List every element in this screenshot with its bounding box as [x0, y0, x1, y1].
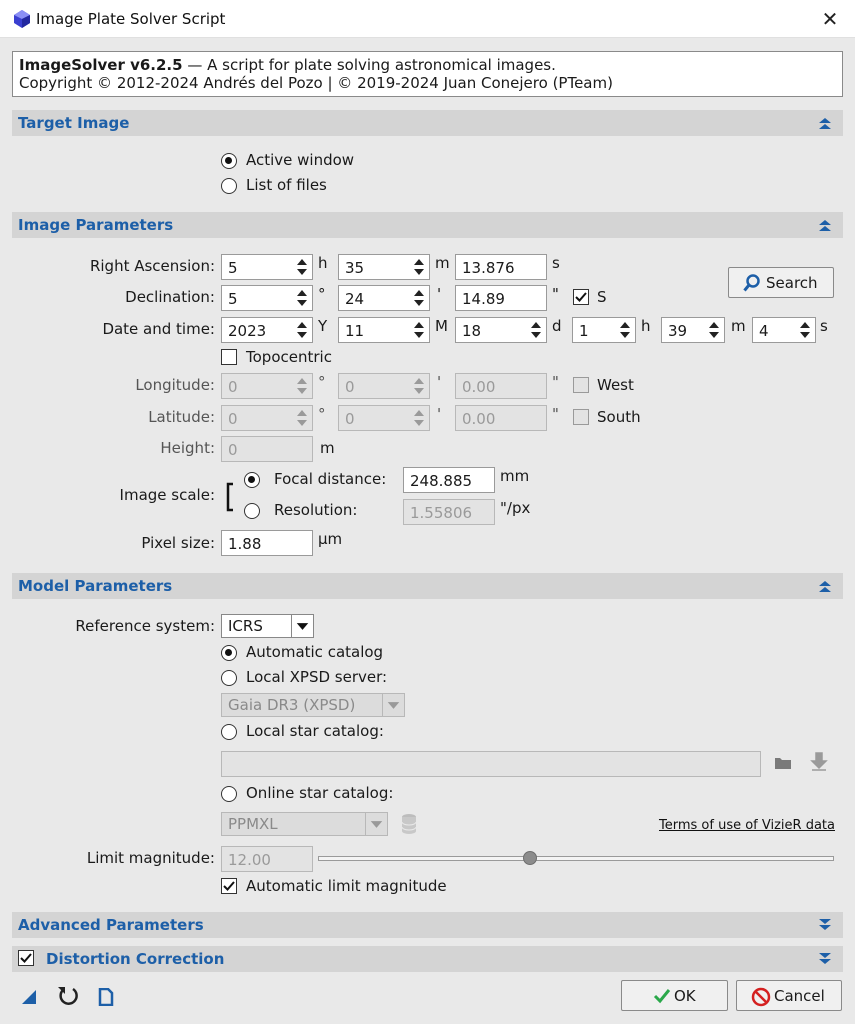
longitude-degrees-value: 0 [228, 378, 238, 396]
spin-arrows-icon[interactable] [293, 375, 311, 397]
height-field[interactable] [221, 436, 313, 462]
day-unit: d [552, 317, 562, 335]
section-advanced-parameters[interactable] [12, 912, 843, 938]
ra-hours-unit: h [318, 254, 328, 272]
local-xpsd-radio[interactable] [221, 670, 237, 686]
reset-icon[interactable] [56, 984, 80, 1008]
distortion-correction-checkbox[interactable] [18, 950, 34, 966]
day-spinbox[interactable] [455, 317, 547, 343]
search-button-label: Search [766, 274, 818, 292]
south-label[interactable]: South [597, 408, 641, 426]
ra-hours-value: 5 [228, 259, 238, 277]
limit-magnitude-label: Limit magnitude: [86, 849, 215, 867]
limit-magnitude-value: 12.00 [228, 851, 271, 869]
list-of-files-label[interactable]: List of files [246, 176, 327, 194]
collapse-icon[interactable] [817, 578, 833, 594]
latitude-minutes-unit: ' [437, 405, 442, 423]
active-window-radio[interactable] [221, 153, 237, 169]
topocentric-checkbox[interactable] [221, 349, 237, 365]
focal-distance-unit: mm [500, 467, 530, 485]
section-title: Image Parameters [18, 216, 174, 234]
ok-button-label: OK [674, 987, 696, 1005]
month-spinbox[interactable] [338, 317, 430, 343]
ra-seconds-value: 13.876 [462, 259, 515, 277]
automatic-limit-label[interactable]: Automatic limit magnitude [246, 877, 447, 895]
cancel-icon [751, 987, 771, 1007]
latitude-seconds-field[interactable] [455, 405, 547, 431]
local-catalog-path-field[interactable] [221, 751, 761, 777]
ok-button[interactable] [621, 980, 728, 1011]
spin-arrows-icon[interactable] [410, 287, 428, 309]
limit-magnitude-slider[interactable] [318, 856, 834, 861]
dec-minutes-unit: ' [437, 285, 442, 303]
list-of-files-radio[interactable] [221, 178, 237, 194]
chevron-down-icon [365, 813, 387, 835]
hour-spinbox[interactable] [572, 317, 636, 343]
dec-south-label[interactable]: S [597, 288, 607, 306]
script-info-box [12, 51, 843, 97]
automatic-catalog-radio[interactable] [221, 645, 237, 661]
automatic-limit-checkbox[interactable] [221, 878, 237, 894]
longitude-seconds-field[interactable] [455, 373, 547, 399]
minute-value: 39 [668, 322, 688, 340]
ra-label: Right Ascension: [89, 257, 215, 275]
window-title: Image Plate Solver Script [36, 10, 226, 28]
section-image-parameters[interactable] [12, 212, 843, 238]
ra-minutes-value: 35 [345, 259, 365, 277]
month-unit: M [435, 317, 448, 335]
latitude-seconds-value: 0.00 [462, 410, 496, 428]
focal-distance-label[interactable]: Focal distance: [274, 470, 387, 488]
search-icon [743, 274, 761, 293]
reference-system-label: Reference system: [75, 617, 215, 635]
resolution-label[interactable]: Resolution: [274, 501, 358, 519]
app-logo-icon [12, 9, 32, 29]
collapse-icon[interactable] [817, 217, 833, 233]
slider-handle[interactable] [523, 851, 537, 865]
second-spinbox[interactable] [752, 317, 816, 343]
height-unit: m [320, 439, 335, 457]
local-star-catalog-label[interactable]: Local star catalog: [246, 722, 384, 740]
height-label: Height: [160, 439, 215, 457]
automatic-catalog-label[interactable]: Automatic catalog [246, 643, 384, 661]
latitude-degrees-unit: ° [318, 405, 326, 423]
dec-seconds-unit: " [552, 285, 559, 303]
dec-degrees-spinbox[interactable] [221, 285, 313, 311]
pixel-size-field[interactable] [221, 530, 313, 556]
resolution-value: 1.55806 [410, 504, 473, 522]
day-value: 18 [462, 322, 482, 340]
local-star-catalog-radio[interactable] [221, 724, 237, 740]
new-instance-icon[interactable] [20, 988, 38, 1006]
west-label[interactable]: West [597, 376, 634, 394]
spin-arrows-icon[interactable] [410, 319, 428, 341]
expand-icon[interactable] [817, 917, 833, 933]
database-icon[interactable] [400, 813, 418, 835]
spin-arrows-icon[interactable] [616, 319, 634, 341]
vizier-terms-link[interactable]: Terms of use of VizieR data [659, 818, 835, 833]
spin-arrows-icon[interactable] [796, 319, 814, 341]
dec-degrees-unit: ° [318, 285, 326, 303]
section-distortion-correction[interactable] [12, 946, 843, 972]
dec-degrees-value: 5 [228, 290, 238, 308]
checkmark-icon [574, 290, 588, 304]
image-scale-label: Image scale: [119, 486, 215, 504]
month-value: 11 [345, 322, 365, 340]
dec-label: Declination: [125, 288, 215, 306]
ra-seconds-field[interactable] [455, 254, 547, 280]
online-catalog-value: PPMXL [228, 815, 278, 833]
section-title: Target Image [18, 114, 130, 132]
expand-icon[interactable] [817, 951, 833, 967]
cancel-button-label: Cancel [774, 987, 825, 1005]
documentation-icon[interactable] [98, 988, 114, 1006]
longitude-minutes-unit: ' [437, 373, 442, 391]
latitude-minutes-value: 0 [345, 410, 355, 428]
section-title: Distortion Correction [46, 950, 225, 968]
spin-arrows-icon[interactable] [410, 407, 428, 429]
longitude-seconds-value: 0.00 [462, 378, 496, 396]
longitude-label: Longitude: [135, 376, 215, 394]
spin-arrows-icon[interactable] [293, 287, 311, 309]
datetime-label: Date and time: [102, 320, 215, 338]
checkmark-icon [653, 988, 671, 1004]
collapse-icon[interactable] [817, 115, 833, 131]
section-model-parameters[interactable] [12, 573, 843, 599]
resolution-field[interactable] [403, 499, 495, 525]
ra-seconds-unit: s [552, 254, 560, 272]
longitude-degrees-unit: ° [318, 373, 326, 391]
pixel-size-label: Pixel size: [141, 534, 215, 552]
limit-magnitude-field[interactable] [221, 846, 313, 872]
year-unit: Y [318, 317, 328, 335]
script-description: — A script for plate solving astronomical images. [182, 56, 556, 74]
script-name-version: ImageSolver v6.2.5 [19, 56, 183, 74]
local-xpsd-label[interactable]: Local XPSD server: [246, 668, 388, 686]
download-icon[interactable] [810, 752, 828, 772]
focal-distance-field[interactable] [403, 467, 495, 493]
resolution-radio[interactable] [244, 503, 260, 519]
chevron-down-icon [382, 694, 404, 716]
section-title: Advanced Parameters [18, 916, 204, 934]
xpsd-server-value: Gaia DR3 (XPSD) [228, 696, 356, 714]
dec-seconds-field[interactable] [455, 285, 547, 311]
script-copyright: Copyright © 2012-2024 Andrés del Pozo | © 2019-2024 Juan Conejero (PTeam) [19, 74, 613, 92]
checkmark-icon [19, 951, 33, 965]
online-star-catalog-label[interactable]: Online star catalog: [246, 784, 394, 802]
ra-minutes-unit: m [435, 254, 450, 272]
minute-unit: m [731, 317, 746, 335]
close-button[interactable]: ✕ [821, 7, 839, 31]
resolution-unit: "/px [500, 499, 531, 517]
pixel-size-unit: µm [318, 530, 343, 548]
longitude-degrees-spinbox[interactable] [221, 373, 313, 399]
south-checkbox[interactable] [573, 409, 589, 425]
spin-arrows-icon[interactable] [293, 256, 311, 278]
focal-distance-radio[interactable] [244, 472, 260, 488]
dec-seconds-value: 14.89 [462, 290, 505, 308]
latitude-degrees-value: 0 [228, 410, 238, 428]
spin-arrows-icon[interactable] [293, 407, 311, 429]
spin-arrows-icon[interactable] [410, 375, 428, 397]
topocentric-label[interactable]: Topocentric [246, 348, 332, 366]
search-button[interactable] [728, 267, 834, 298]
spin-arrows-icon[interactable] [410, 256, 428, 278]
section-target-image[interactable] [12, 110, 843, 136]
year-spinbox[interactable] [221, 317, 313, 343]
focal-distance-value: 248.885 [410, 472, 473, 490]
online-star-catalog-radio[interactable] [221, 786, 237, 802]
reference-system-value: ICRS [228, 617, 263, 635]
bracket-icon [225, 482, 235, 512]
latitude-label: Latitude: [148, 408, 215, 426]
hour-value: 1 [579, 322, 589, 340]
latitude-degrees-spinbox[interactable] [221, 405, 313, 431]
online-catalog-select[interactable] [221, 812, 388, 836]
dec-minutes-value: 24 [345, 290, 365, 308]
ra-minutes-spinbox[interactable] [338, 254, 430, 280]
chevron-down-icon [291, 615, 313, 637]
year-value: 2023 [228, 322, 267, 340]
longitude-seconds-unit: " [552, 373, 559, 391]
longitude-minutes-value: 0 [345, 378, 355, 396]
hour-unit: h [641, 317, 651, 335]
height-value: 0 [228, 441, 238, 459]
second-value: 4 [759, 322, 769, 340]
checkmark-icon [222, 879, 236, 893]
minute-spinbox[interactable] [661, 317, 725, 343]
xpsd-server-select[interactable] [221, 693, 405, 717]
active-window-label[interactable]: Active window [246, 151, 355, 169]
spin-arrows-icon[interactable] [293, 319, 311, 341]
section-title: Model Parameters [18, 577, 173, 595]
latitude-seconds-unit: " [552, 405, 559, 423]
longitude-minutes-spinbox[interactable] [338, 373, 430, 399]
dec-minutes-spinbox[interactable] [338, 285, 430, 311]
reference-system-select[interactable] [221, 614, 314, 638]
latitude-minutes-spinbox[interactable] [338, 405, 430, 431]
folder-icon[interactable] [774, 756, 792, 770]
pixel-size-value: 1.88 [228, 535, 262, 553]
west-checkbox[interactable] [573, 377, 589, 393]
ra-hours-spinbox[interactable] [221, 254, 313, 280]
cancel-button[interactable] [736, 980, 842, 1011]
dec-south-checkbox[interactable] [573, 289, 589, 305]
second-unit: s [820, 317, 828, 335]
spin-arrows-icon[interactable] [527, 319, 545, 341]
spin-arrows-icon[interactable] [705, 319, 723, 341]
